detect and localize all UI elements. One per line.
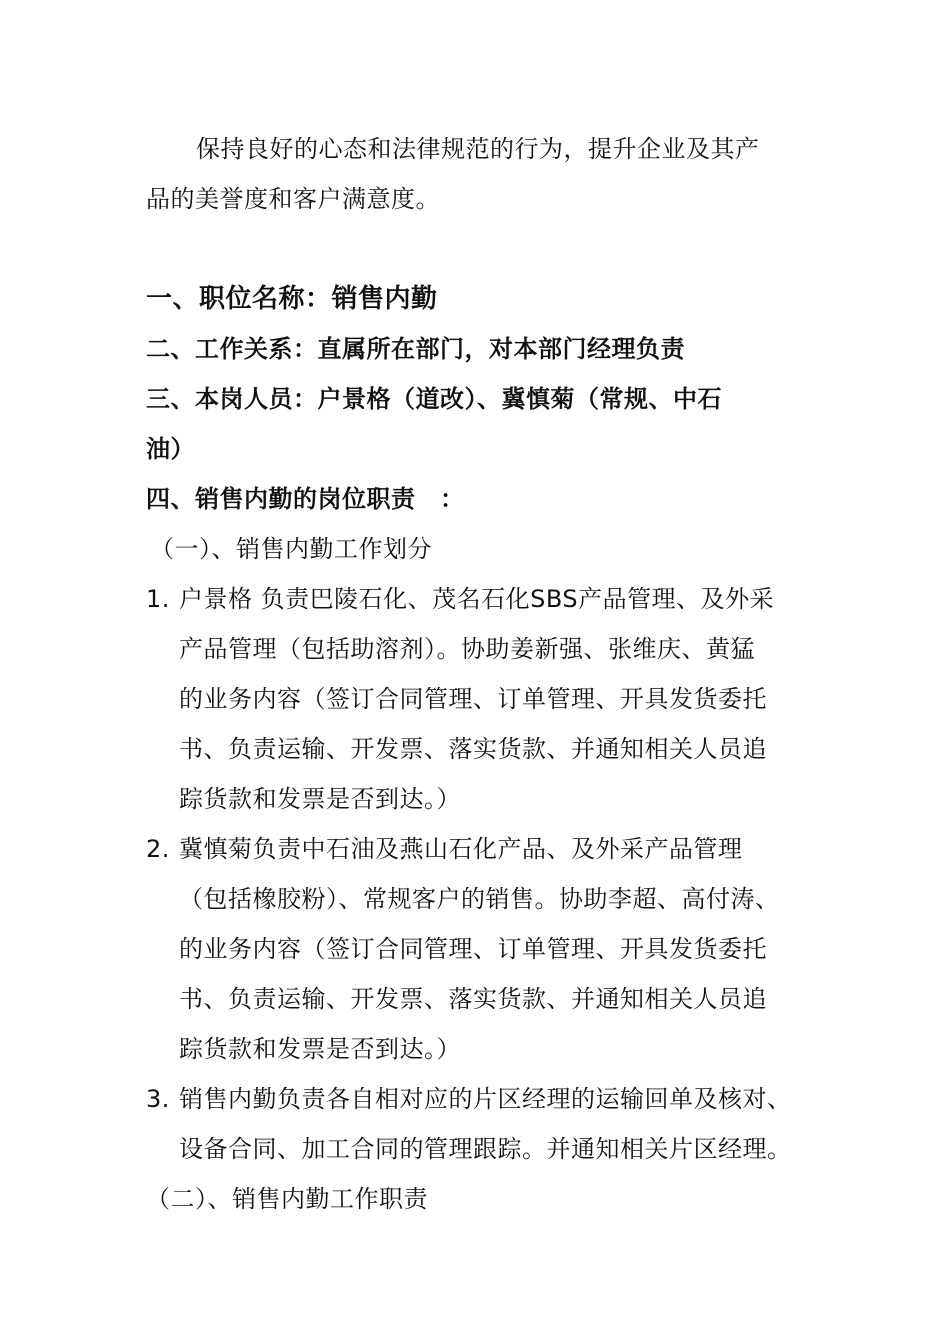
list-item-text: 冀慎菊负责中石油及燕山石化产品、及外采产品管理 — [179, 835, 743, 863]
section-1-title: （一）、销售内勤工作划分 — [150, 535, 432, 563]
list-item — [146, 1083, 792, 1115]
list-item-line: 书、负责运输、开发票、落实货款、并通知相关人员追 — [179, 735, 767, 763]
intro-line-1: 保持良好的心态和法律规范的行为，提升企业及其产 — [196, 135, 760, 163]
heading-work-relation: 二、工作关系：直属所在部门，对本部门经理负责 — [146, 335, 685, 363]
heading-position-title: 一、职位名称：销售内勤 — [146, 284, 438, 314]
list-item-number: 1. — [146, 585, 170, 613]
list-item-number: 2. — [146, 835, 170, 863]
heading-staff-line-2: 油） — [146, 435, 195, 463]
list-item — [146, 583, 774, 615]
list-item-line: 的业务内容（签订合同管理、订单管理、开具发货委托 — [179, 685, 767, 713]
list-item-line: 设备合同、加工合同的管理跟踪。并通知相关片区经理。 — [179, 1135, 792, 1163]
section-2-title: （二）、销售内勤工作职责 — [146, 1185, 428, 1213]
list-item-number: 3. — [146, 1085, 170, 1113]
heading-duties: 四、销售内勤的岗位职责 ： — [146, 485, 465, 513]
list-item-line: （包括橡胶粉）、常规客户的销售。协助李超、高付涛、 — [179, 885, 780, 913]
list-item-text: 户景格 负责巴陵石化、茂名石化SBS产品管理、及外采 — [179, 585, 775, 613]
list-item-text: 销售内勤负责各自相对应的片区经理的运输回单及核对、 — [179, 1085, 792, 1113]
list-item-line: 踪货款和发票是否到达。） — [179, 785, 461, 813]
list-item-line: 的业务内容（签订合同管理、订单管理、开具发货委托 — [179, 935, 767, 963]
intro-line-2: 品的美誉度和客户满意度。 — [146, 185, 440, 213]
heading-staff-line-1: 三、本岗人员：户景格（道改）、冀慎菊（常规、中石 — [146, 385, 722, 413]
list-item — [146, 833, 743, 865]
list-item-line: 书、负责运输、开发票、落实货款、并通知相关人员追 — [179, 985, 767, 1013]
list-item-line: 产品管理（包括助溶剂）。协助姜新强、张维庆、黄猛 — [179, 635, 755, 663]
list-item-line: 踪货款和发票是否到达。） — [179, 1035, 461, 1063]
